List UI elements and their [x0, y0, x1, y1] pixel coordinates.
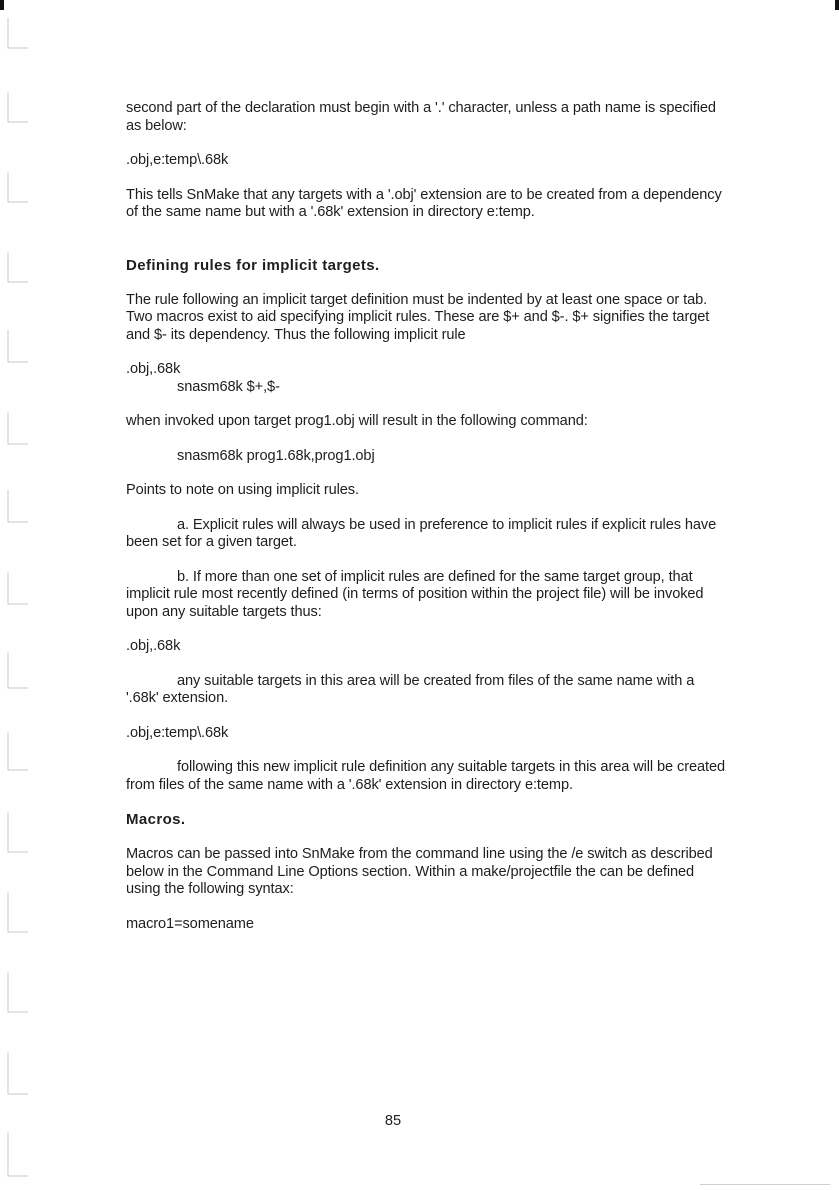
paragraph-snmake-explanation: This tells SnMake that any targets with a '.obj' extension are to be created from a dependency of the same name but with a '.68k' extension in directory e:temp. — [126, 186, 722, 220]
scan-mark-top-right — [835, 0, 839, 10]
paragraph-suitable-targets: any suitable targets in this area will be created from files of the same name with a '.68k' extension. — [126, 672, 695, 706]
paragraph-points-to-note: Points to note on using implicit rules. — [126, 482, 359, 498]
code-example-obj-68k: .obj,.68k — [126, 638, 181, 654]
paragraph-point-a: a. Explicit rules will always be used in preference to implicit rules if explicit rules have been set for a given target. — [126, 516, 717, 550]
code-example-implicit-command: snasm68k $+,$- — [177, 378, 280, 395]
paragraph-point-b: b. If more than one set of implicit rules are defined for the same target group, that implicit rule most recently defined (in terms of position within the project file) will be invoked upon any suitable targets thus: — [126, 568, 704, 620]
code-example-obj-temp: .obj,e:temp\.68k — [126, 724, 229, 741]
scan-line-bottom — [700, 1184, 830, 1185]
page-body — [126, 100, 726, 933]
paragraph-path-declaration: second part of the declaration must begin with a '.' character, unless a path name is specified as below: — [126, 100, 716, 134]
paragraph-macros-command-line: Macros can be passed into SnMake from the command line using the /e switch as described below in the Command Line Options section. Within a make/projectfile the can be defined using the following syntax: — [126, 846, 713, 897]
heading-macros: Macros. — [126, 811, 186, 828]
paragraph-indent-rule: The rule following an implicit target definition must be indented by at least one space or tab. — [126, 291, 708, 308]
code-example-macro: macro1=somename — [126, 915, 254, 932]
paragraph-invoked-result: when invoked upon target prog1.obj will result in the following command: — [126, 413, 588, 429]
page-number: 85 — [384, 1113, 402, 1129]
code-example-implicit-target: .obj,.68k — [126, 361, 181, 377]
binding-holes-marks — [0, 0, 40, 1190]
paragraph-macros-intro: Two macros exist to aid specifying implicit rules. These are $+ and $-. $+ signifies the target and $- its dependency. Thus the following implicit rule — [126, 309, 710, 343]
heading-implicit-targets: Defining rules for implicit targets. — [126, 256, 380, 274]
paragraph-new-implicit-rule: following this new implicit rule definition any suitable targets in this area will be created from files of the same name with a '.68k' extension in directory e:temp. — [126, 759, 725, 793]
code-example-path: .obj,e:temp\.68k — [126, 152, 229, 168]
code-example-result-command: snasm68k prog1.68k,prog1.obj — [177, 447, 375, 464]
